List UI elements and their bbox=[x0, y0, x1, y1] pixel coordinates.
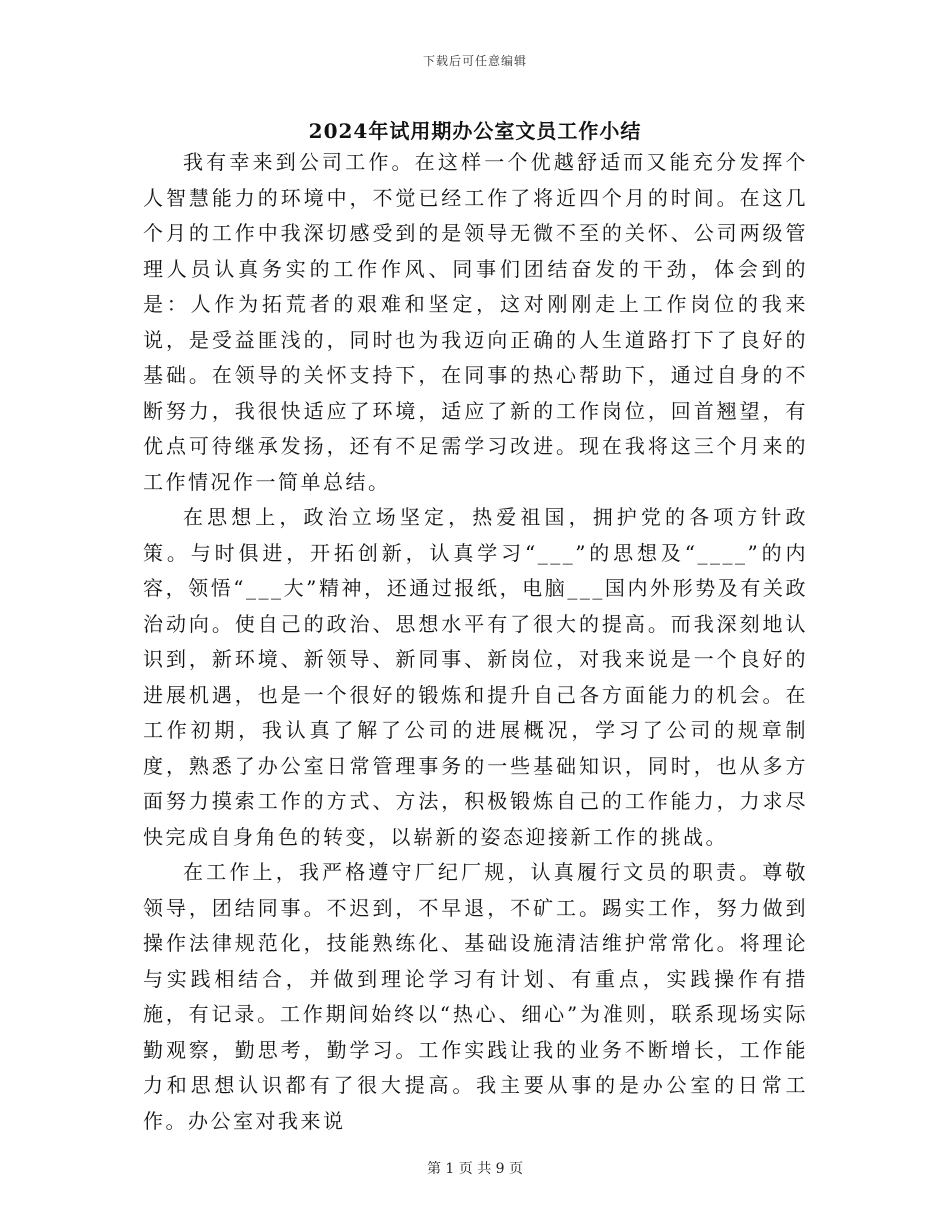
paragraph-2: 在思想上，政治立场坚定，热爱祖国，拥护党的各项方针政策。与时俱进，开拓创新，认真学习“___”的思想及“____”的内容，领悟“___大”精神，还通过报纸，电脑___国内外形势及有关政治动向。使自己的政治、思想水平有了很大的提高。而我深刻地认识到，新环境、新领导、新同事、新岗位，对我来说是一个良好的进展机遇，也是一个很好的锻炼和提升自己各方面能力的机会。在工作初期，我认真了解了公司的进展概况，学习了公司的规章制度，熟悉了办公室日常管理事务的一些基础知识，同时，也从多方面努力摸索工作的方式、方法，积极锻炼自己的工作能力，力求尽快完成自身角色的转变，以崭新的姿态迎接新工作的挑战。 bbox=[143, 505, 808, 849]
paragraph-1: 我有幸来到公司工作。在这样一个优越舒适而又能充分发挥个人智慧能力的环境中，不觉已经工作了将近四个月的时间。在这几个月的工作中我深切感受到的是领导无微不至的关怀、公司两级管理人员认真务实的工作作风、同事们团结奋发的干劲，体会到的是：人作为拓荒者的艰难和坚定，这对刚刚走上工作岗位的我来说，是受益匪浅的，同时也为我迈向正确的人生道路打下了良好的基础。在领导的关怀支持下，在同事的热心帮助下，通过自身的不断努力，我很快适应了环境，适应了新的工作岗位，回首翘望，有优点可待继承发扬，还有不足需学习改进。现在我将这三个月来的工作情况作一简单总结。 bbox=[143, 150, 808, 494]
paragraph-3: 在工作上，我严格遵守厂纪厂规，认真履行文员的职责。尊敬领导，团结同事。不迟到，不早退，不矿工。踢实工作，努力做到操作法律规范化，技能熟练化、基础设施清洁维护常常化。将理论与实践相结合，并做到理论学习有计划、有重点，实践操作有措施，有记录。工作期间始终以“热心、细心”为准则，联系现场实际勤观察，勤思考，勤学习。工作实践让我的业务不断增长，工作能力和思想认识都有了很大提高。我主要从事的是办公室的日常工作。办公室对我来说 bbox=[143, 860, 808, 1133]
document-body bbox=[143, 145, 808, 1139]
document-title: 2024年试用期办公室文员工作小结 bbox=[308, 119, 642, 143]
page-footer: 第 1 页 共 9 页 bbox=[426, 1161, 524, 1177]
header-note: 下载后可任意编辑 bbox=[422, 54, 527, 68]
